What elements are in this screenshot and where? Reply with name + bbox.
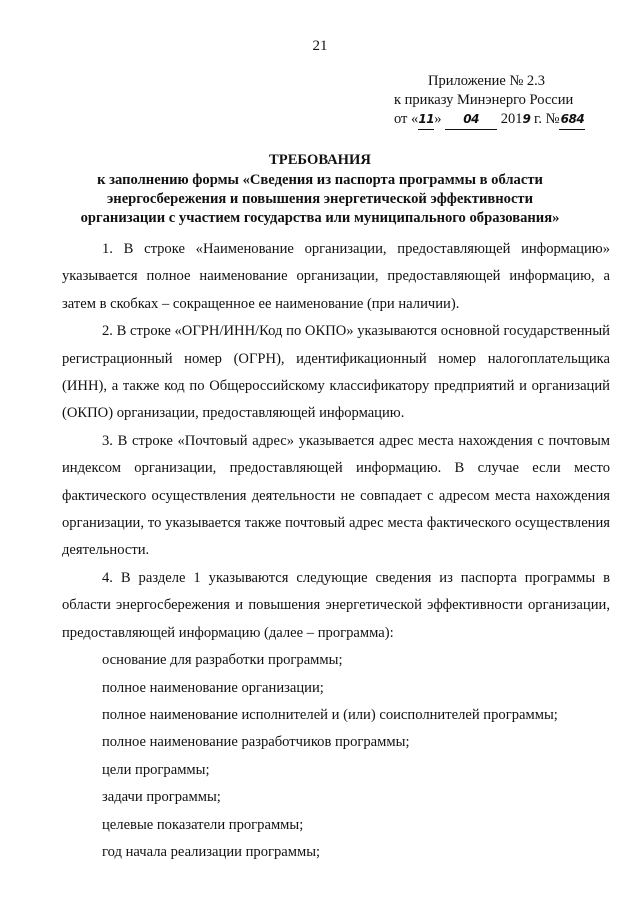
date-prefix: от « [394,111,419,127]
list-item: полное наименование исполнителей и (или) соисполнителей программы; [102,706,558,723]
appendix-number: Приложение № 2.3 [428,73,546,89]
appendix-date-line [394,110,624,130]
quote-close: » [434,111,442,127]
list-item: задачи программы; [102,789,221,806]
list-item: полное наименование организации; [102,679,324,696]
title-line-1: к заполнению формы «Сведения из паспорта программы в области [97,172,543,188]
year-prefix: 201 [500,111,523,127]
paragraph-1: 1. В строке «Наименование организации, предоставляющей информацию» указывается полное наименование организации, предоставляющей информацию, а затем в скобках – сокращенное ее наименование (при наличии). [62,241,610,312]
list-item: цели программы; [102,761,210,778]
list-item: полное наименование разработчиков программы; [102,734,410,751]
paragraph-2: 2. В строке «ОГРН/ИНН/Код по ОКПО» указываются основной государственный регистрационный номер (ОГРН), идентификационный номер налогоплательщика (ИНН), а также код по Общероссийскому классификатору предприятий и организаций (ОКПО) организации, предоставляющей информацию. [62,323,610,422]
list-item: год начала реализации программы; [102,843,321,860]
title-heading: ТРЕБОВАНИЯ [269,152,371,168]
handwritten-year-digit: 9 [522,112,531,126]
year-suffix: г. № [530,111,560,127]
title-line-3: организации с участием государства или муниципального образования» [80,210,560,226]
paragraph-4: 4. В разделе 1 указываются следующие сведения из паспорта программы в области энергосбережения и повышения энергетической эффективности организации, предоставляющей информацию (далее – программа): [62,569,610,641]
handwritten-day: 11 [418,110,434,130]
document-body [62,236,610,866]
appendix-reference [394,72,624,130]
document-title [0,151,640,228]
appendix-order-ref: к приказу Минэнерго России [394,92,574,108]
handwritten-month: 04 [445,110,497,130]
page-number: 21 [312,38,328,54]
paragraph-3: 3. В строке «Почтовый адрес» указывается адрес места нахождения с почтовым индексом организации, предоставляющей информацию. В случае если место фактического осуществления деятельности не совпадает с адресом места нахождения организации, то указывается также почтовый адрес места фактического осуществления деятельности. [62,432,610,559]
handwritten-order-number: 684 [559,110,585,130]
list-item: основание для разработки программы; [102,652,343,669]
title-line-2: энергосбережения и повышения энергетической эффективности [106,191,533,207]
list-item: целевые показатели программы; [102,816,304,833]
